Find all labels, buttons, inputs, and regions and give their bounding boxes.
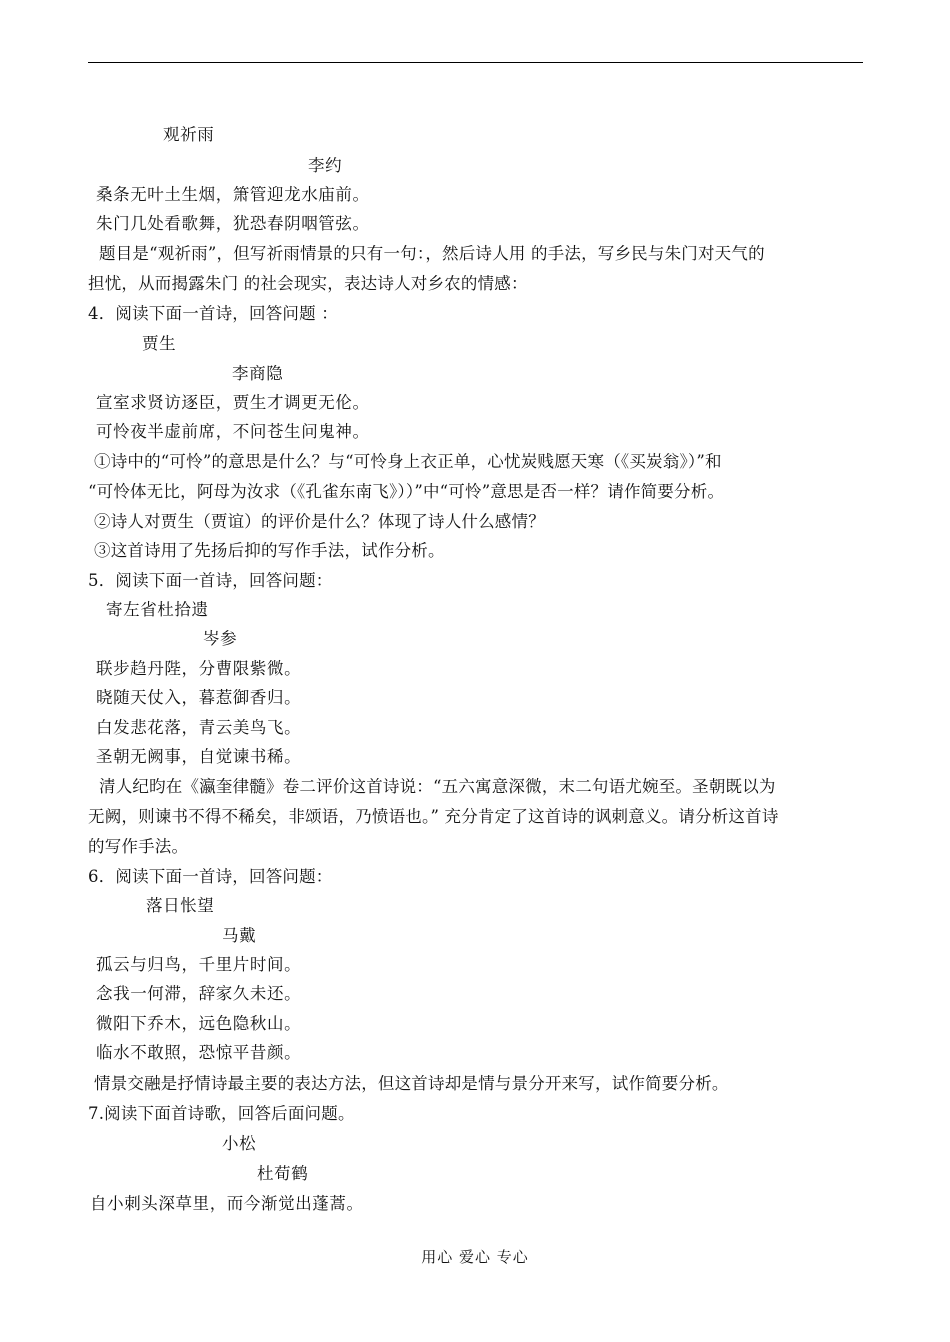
page-footer: 用心 爱心 专心	[421, 1248, 529, 1266]
question-heading: 5．阅读下面一首诗，回答问题：	[88, 571, 333, 590]
poem-title: 落日怅望	[146, 896, 215, 915]
question-text: ③这首诗用了先扬后抑的写作手法，试作分析。	[94, 541, 445, 560]
poem-line: 宣室求贤访逐臣，贾生才调更无伦。	[96, 393, 370, 412]
poem-title: 小松	[222, 1134, 257, 1153]
poem-line: 联步趋丹陛，分曹限紫微。	[96, 659, 302, 678]
question-text: 清人纪昀在《瀛奎律髓》卷二评价这首诗说：“五六寓意深微，末二句语尤婉至。圣朝既以为	[99, 777, 776, 796]
poem-line: 临水不敢照，恐惊平昔颜。	[96, 1043, 302, 1062]
question-text: 情景交融是抒情诗最主要的表达方法，但这首诗却是情与景分开来写，试作简要分析。	[94, 1074, 729, 1093]
question-heading: 7.阅读下面首诗歌，回答后面问题。	[88, 1104, 355, 1123]
question-text: 担忧，从而揭露朱门 的社会现实，表达诗人对乡农的情感：	[88, 274, 528, 293]
poem-line: 自小刺头深草里，而今渐觉出蓬蒿。	[90, 1194, 364, 1213]
poem-line: 晓随天仗入，暮惹御香归。	[96, 688, 302, 707]
poem-title: 寄左省杜拾遗	[106, 600, 209, 619]
poem-title: 贾生	[142, 334, 177, 353]
poem-author: 李商隐	[232, 364, 284, 383]
question-heading: 6．阅读下面一首诗，回答问题：	[88, 867, 333, 886]
question-text: ①诗中的“可怜”的意思是什么？与“可怜身上衣正单，心忧炭贱愿天寒（《买炭翁》）”和	[94, 452, 722, 471]
poem-title: 观祈雨	[163, 125, 215, 144]
question-text: 无阙，则谏书不得不稀矣，非颂语，乃愤语也。” 充分肯定了这首诗的讽刺意义。请分析这首诗	[88, 807, 779, 826]
question-text: ②诗人对贾生（贾谊）的评价是什么？体现了诗人什么感情？	[94, 512, 545, 531]
poem-line: 念我一何滞，辞家久未还。	[96, 984, 302, 1003]
question-heading: 4．阅读下面一首诗，回答问题 ：	[88, 304, 338, 323]
poem-line: 圣朝无阙事，自觉谏书稀。	[96, 747, 302, 766]
question-text: “可怜体无比，阿母为汝求（《孔雀东南飞》））”中“可怜”意思是否一样？请作简要分析。	[88, 482, 725, 501]
question-text: 的写作手法。	[88, 837, 189, 856]
poem-author: 马戴	[222, 926, 257, 945]
poem-line: 孤云与归鸟，千里片时间。	[96, 955, 302, 974]
poem-author: 岑参	[203, 629, 238, 648]
poem-line: 微阳下乔木，远色隐秋山。	[96, 1014, 302, 1033]
poem-line: 桑条无叶土生烟，箫管迎龙水庙前。	[96, 185, 370, 204]
poem-line: 朱门几处看歌舞，犹恐春阴咽管弦。	[96, 214, 370, 233]
poem-author: 李约	[308, 156, 343, 175]
poem-line: 白发悲花落，青云美鸟飞。	[96, 718, 302, 737]
poem-line: 可怜夜半虚前席，不问苍生问鬼神。	[96, 422, 370, 441]
question-text: 题目是“观祈雨”，但写祈雨情景的只有一句：，然后诗人用 的手法，写乡民与朱门对天气的	[99, 244, 765, 263]
poem-author: 杜荀鹤	[257, 1164, 309, 1183]
header-rule	[88, 62, 863, 63]
